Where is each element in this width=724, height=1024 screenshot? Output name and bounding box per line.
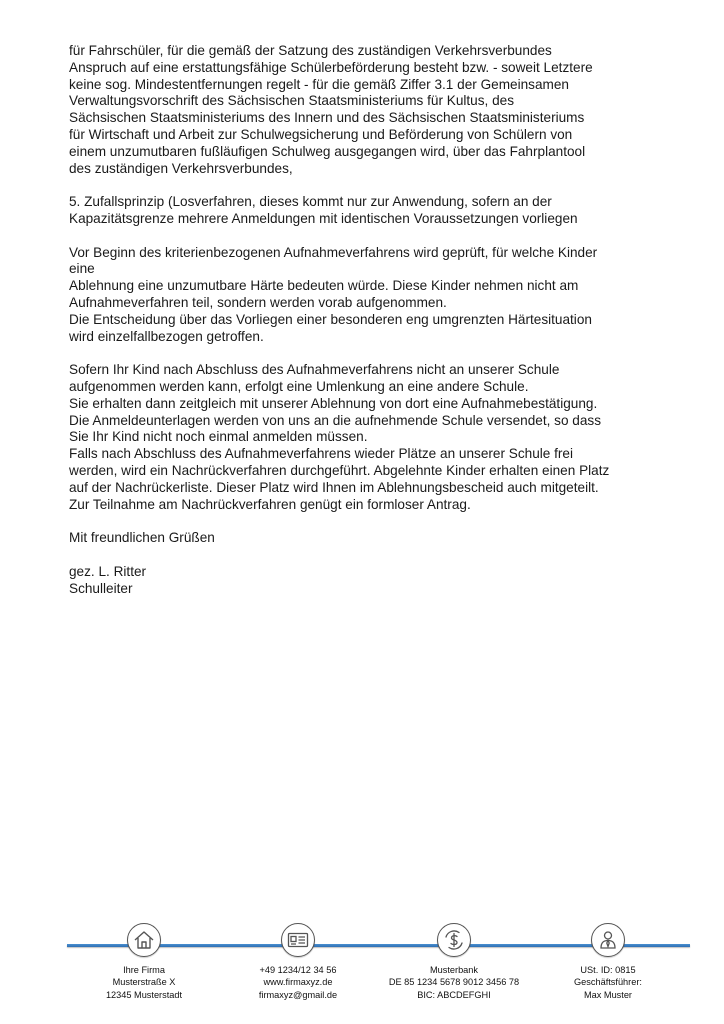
paragraph-redirection	[69, 362, 656, 513]
footer-contact	[223, 920, 373, 1001]
text-line: auf der Nachrückerliste. Dieser Platz wird Ihnen im Ablehnungsbescheid auch mitgeteilt.	[69, 479, 599, 495]
text-line: für Wirtschaft und Arbeit zur Schulwegsicherung und Beförderung von Schülern von	[69, 126, 573, 142]
company-city: 12345 Musterstadt	[105, 989, 183, 1000]
text-line: wird einzelfallbezogen getroffen.	[69, 328, 264, 344]
signature-name: gez. L. Ritter	[69, 563, 147, 579]
footer-bank	[379, 920, 529, 1001]
text-line: Verwaltungsvorschrift des Sächsischen Staatsministeriums für Kultus, des	[69, 93, 515, 109]
vat-id: USt. ID: 0815	[580, 965, 636, 975]
text-line: Aufnahmeverfahren teil, sondern werden vorab aufgenommen.	[69, 294, 447, 310]
letter-body	[69, 43, 656, 597]
company-name: Ihre Firma	[123, 965, 165, 975]
footer-company	[69, 920, 219, 1001]
text-line: Die Anmeldeunterlagen werden von uns an die aufnehmende Schule versendet, so dass	[69, 412, 602, 428]
text-line: Kapazitätsgrenze mehrere Anmeldungen mit identischen Voraussetzungen vorliegen	[69, 210, 578, 226]
paragraph-hardship	[69, 245, 656, 346]
text-line: Sie erhalten dann zeitgleich mit unserer Ablehnung von dort eine Aufnahmebestätigung.	[69, 395, 598, 411]
letterhead-footer	[0, 920, 724, 1024]
text-line: für Fahrschüler, für die gemäß der Satzung des zuständigen Verkehrsverbundes	[69, 43, 552, 58]
text-line: Falls nach Abschluss des Aufnahmeverfahrens wieder Plätze an unserer Schule frei	[69, 446, 573, 462]
paragraph-transport	[69, 43, 656, 177]
text-line: Sächsischen Staatsministeriums des Innern und des Sächsischen Staatsministeriums	[69, 110, 585, 126]
text-line: einem unzumutbaren fußläufigen Schulweg ausgegangen wird, über das Fahrplantool	[69, 143, 586, 159]
text-line: eine	[69, 261, 95, 277]
manager-label: Geschäftsführer:	[574, 977, 642, 988]
text-line: aufgenommen werden kann, erfolgt eine Umlenkung an eine andere Schule.	[69, 378, 529, 394]
bank-name: Musterbank	[429, 965, 478, 975]
company-street: Musterstraße X	[112, 977, 176, 988]
text-line: des zuständigen Verkehrsverbundes,	[69, 160, 293, 176]
text-line: Sofern Ihr Kind nach Abschluss des Aufnahmeverfahrens nicht an unserer Schule	[69, 362, 560, 378]
closing-greeting: Mit freundlichen Grüßen	[69, 530, 215, 546]
contact-phone: +49 1234/12 34 56	[259, 965, 337, 975]
contact-card-icon	[281, 923, 315, 957]
text-line: Sie Ihr Kind nicht noch einmal anmelden müssen.	[69, 429, 368, 445]
text-line: Zur Teilnahme am Nachrückverfahren genügt ein formloser Antrag.	[69, 496, 471, 512]
text-line: Anspruch auf eine erstattungsfähige Schülerbeförderung besteht bzw. - soweit Letztere	[69, 59, 593, 75]
signature-role: Schulleiter	[69, 580, 133, 596]
dollar-exchange-icon	[437, 923, 471, 957]
text-line: werden, wird ein Nachrückverfahren durchgeführt. Abgelehnte Kinder erhalten einen Platz	[69, 462, 610, 478]
manager-name: Max Muster	[584, 989, 632, 1000]
text-line: Ablehnung eine unzumutbare Härte bedeuten würde. Diese Kinder nehmen nicht am	[69, 278, 579, 294]
text-line: keine sog. Mindestentfernungen regelt - für die gemäß Ziffer 3.1 der Gemeinsamen	[69, 76, 569, 92]
paragraph-lottery	[69, 194, 656, 228]
bank-iban: DE 85 1234 5678 9012 3456 78	[388, 977, 520, 988]
contact-website: www.firmaxyz.de	[263, 977, 333, 988]
home-icon	[127, 923, 161, 957]
person-tie-icon	[591, 923, 625, 957]
text-line: 5. Zufallsprinzip (Losverfahren, dieses kommt nur zur Anwendung, sofern an der	[69, 194, 552, 210]
footer-management	[533, 920, 683, 1001]
contact-email: firmaxyz@gmail.de	[258, 989, 338, 1000]
text-line: Die Entscheidung über das Vorliegen einer besonderen eng umgrenzten Härtesituation	[69, 311, 592, 327]
bank-bic: BIC: ABCDEFGHI	[417, 989, 491, 1000]
text-line: Vor Beginn des kriterienbezogenen Aufnahmeverfahrens wird geprüft, für welche Kinder	[69, 244, 598, 260]
